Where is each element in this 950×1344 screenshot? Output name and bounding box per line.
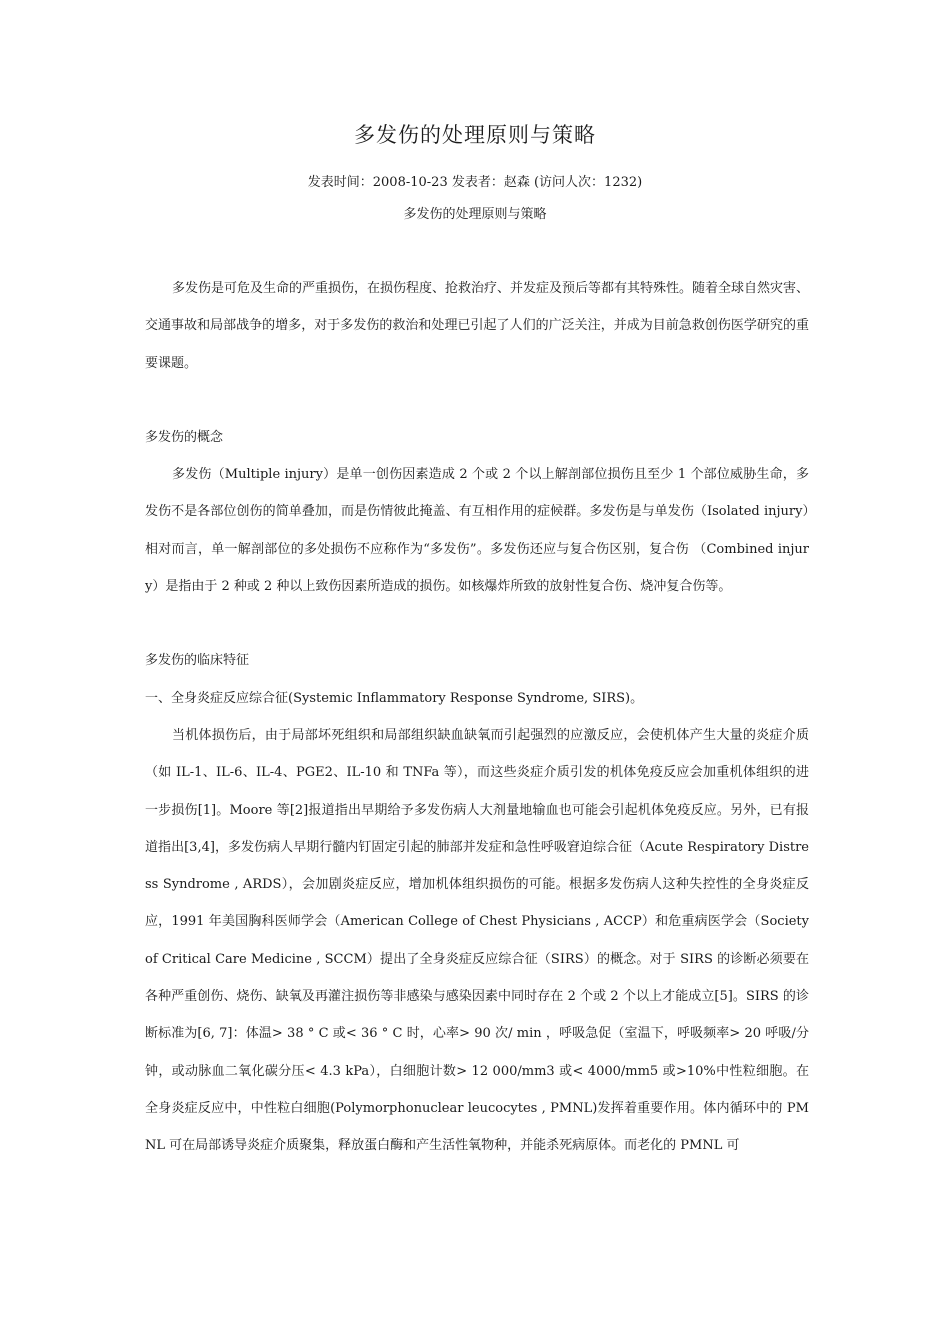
article-title: 多发伤的处理原则与策略: [354, 123, 596, 147]
article-meta: 发表时间：2008-10-23 发表者：赵森 (访问人次：1232): [307, 175, 643, 190]
concept-paragraph: 多发伤（Multiple injury）是单一创伤因素造成 2 个或 2 个以上解剖部位损伤且至少 1 个部位威胁生命，多发伤不是各部位创伤的简单叠加，而是伤情彼此掩盖、有互相作用的症候群。多发伤是与单发伤（Isolated injury）相对而言，单一解剖部位的多处损伤不应称作为“多发伤”。多发伤还应与复合伤区别，复合伤 （Combined injury）是指由于 2 种或 2 种以上致伤因素所造成的损伤。如核爆炸所致的放射性复合伤、烧冲复合伤等。: [145, 467, 809, 595]
spacer: [145, 605, 809, 642]
article-body: [145, 270, 809, 1165]
section-heading-concept: 多发伤的概念: [145, 429, 224, 445]
clinical-item-heading: 一、全身炎症反应综合征(Systemic Inflammatory Response Syndrome, SIRS)。: [145, 690, 644, 706]
spacer: [145, 382, 809, 419]
article-subtitle: 多发伤的处理原则与策略: [403, 207, 547, 222]
clinical-paragraph: 当机体损伤后，由于局部坏死组织和局部组织缺血缺氧而引起强烈的应激反应，会使机体产生大量的炎症介质（如 IL-1、IL-6、IL-4、PGE2、IL-10 和 TNFa 等），而这些炎症介质引发的机体免疫反应会加重机体组织的进一步损伤[1]。Moore 等[2]报道指出早期给予多发伤病人大剂量地输血也可能会引起机体免疫反应。另外，已有报道指出[3,4]，多发伤病人早期行髓内钉固定引起的肺部并发症和急性呼吸窘迫综合征（Acute Respiratory Distress Syndrome , ARDS），会加剧炎症反应，增加机体组织损伤的可能。根据多发伤病人这种失控性的全身炎症反应，1991 年美国胸科医师学会（American College of Chest Physicians , ACCP）和危重病医学会（Society of Critical Care Medicine , SCCM）提出了全身炎症反应综合征（SIRS）的概念。对于 SIRS 的诊断必须要在各种严重创伤、烧伤、缺氧及再灌注损伤等非感染与感染因素中同时存在 2 个或 2 个以上才能成立[5]。SIRS 的诊断标准为[6, 7]：体温> 38 ° C 或< 36 ° C 时，心率> 90 次/ min ，呼吸急促（室温下，呼吸频率> 20 呼吸/分钟，或动脉血二氧化碳分压< 4.3 kPa），白细胞计数> 12 000/mm3 或< 4000/mm5 或>10%中性粒细胞。在全身炎症反应中，中性粒白细胞(Polymorphonuclear leucocytes , PMNL)发挥着重要作用。体内循环中的 PMNL 可在局部诱导炎症介质聚集，释放蛋白酶和产生活性氧物种，并能杀死病原体。而老化的 PMNL 可: [145, 727, 809, 1154]
section-heading-clinical: 多发伤的临床特征: [145, 653, 250, 669]
intro-paragraph: 多发伤是可危及生命的严重损伤，在损伤程度、抢救治疗、并发症及预后等都有其特殊性。随着全球自然灾害、交通事故和局部战争的增多，对于多发伤的救治和处理已引起了人们的广泛关注，并成为目前急救创伤医学研究的重要课题。: [145, 281, 810, 371]
